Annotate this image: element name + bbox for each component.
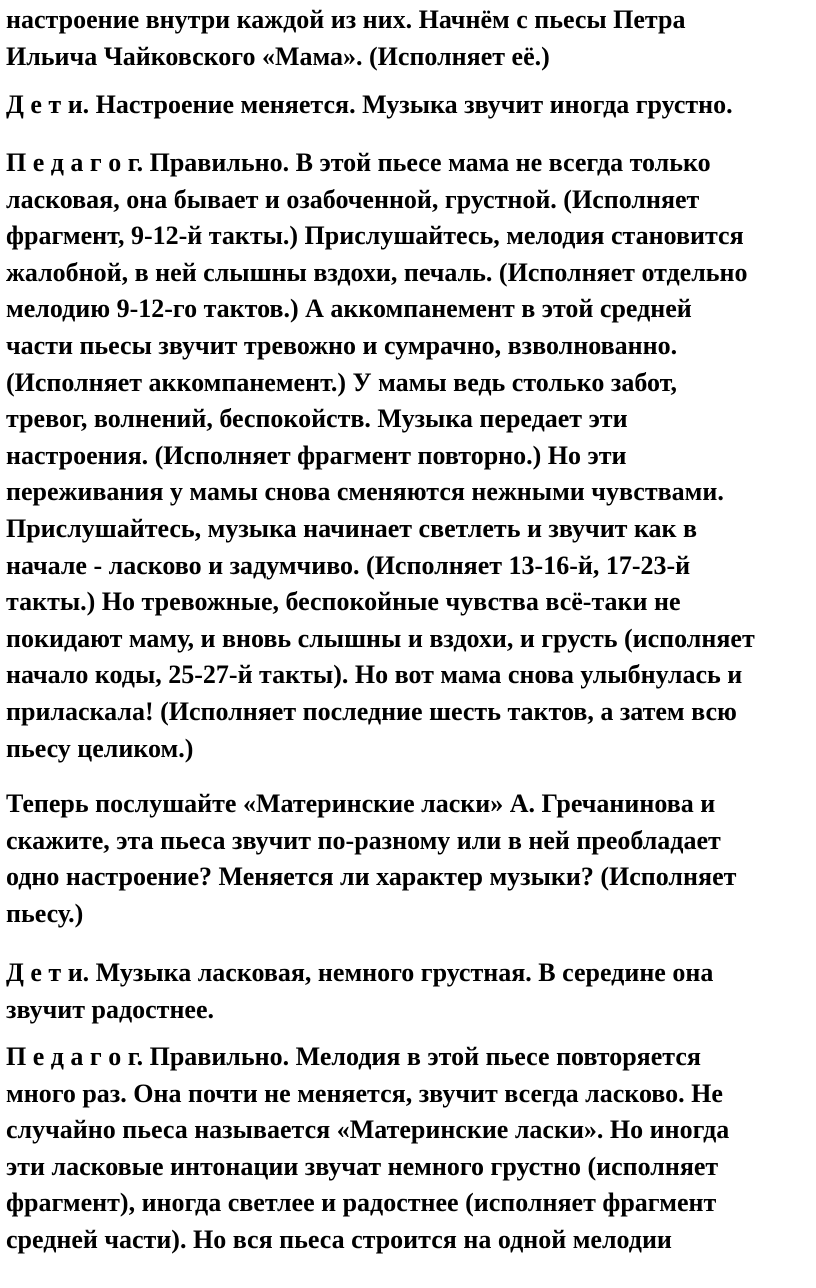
paragraph-grechaninov-question: Теперь послушайте «Материнские ласки» А. Гречанинова и скажите, эта пьеса звучит по-разному или в ней преобладает одно настроение? Меняется ли характер музыки? (Исполняет пьесу.) — [6, 789, 737, 928]
paragraph-teacher-2: П е д а г о г. Правильно. Мелодия в этой пьесе повторяется много раз. Она почти не меняется, звучит всегда ласково. Не случайно пьеса называется «Материнские ласки». Но иногда эти ласковые интонации звучат немного грустно (исполняет фрагмент), иногда светлее и радостнее (исполняет фрагмент средней части). Но вся пьеса строится на одной мелодии — [6, 1042, 730, 1254]
paragraph-intro: настроение внутри каждой из них. Начнём с пьесы Петра Ильича Чайковского «Мама». (Исполняет её.) — [6, 5, 686, 71]
paragraph-teacher-1: П е д а г о г. Правильно. В этой пьесе мама не всегда только ласковая, она бывает и озабоченной, грустной. (Исполняет фрагмент, 9-12-й такты.) Прислушайтесь, мелодия становится жалобной, в ней слышны вздохи, печаль. (Исполняет отдельно мелодию 9-12-го тактов.) А аккомпанемент в этой средней части пьесы звучит тревожно и сумрачно, взволнованно. (Исполняет аккомпанемент.) У мамы ведь столько забот, тревог, волнений, беспокойств. Музыка передает эти настроения. (Исполняет фрагмент повторно.) Но эти переживания у мамы снова сменяются нежными чувствами. Прислушайтесь, музыка начинает светлеть и звучит как в начале - ласково и задумчиво. (Исполняет 13-16-й, 17-23-й такты.) Но тревожные, беспокойные чувства всё-таки не покидают маму, и вновь слышны и вздохи, и грусть (исполняет начало коды, 25-27-й такты). Но вот мама снова улыбнулась и приласкала! (Исполняет последние шесть тактов, а затем всю пьесу целиком.) — [6, 148, 755, 763]
paragraph-children-reply-1: Д е т и. Настроение меняется. Музыка звучит иногда грустно. — [6, 90, 733, 119]
paragraph-children-reply-2: Д е т и. Музыка ласковая, немного грустная. В середине она звучит радостнее. — [6, 958, 714, 1024]
